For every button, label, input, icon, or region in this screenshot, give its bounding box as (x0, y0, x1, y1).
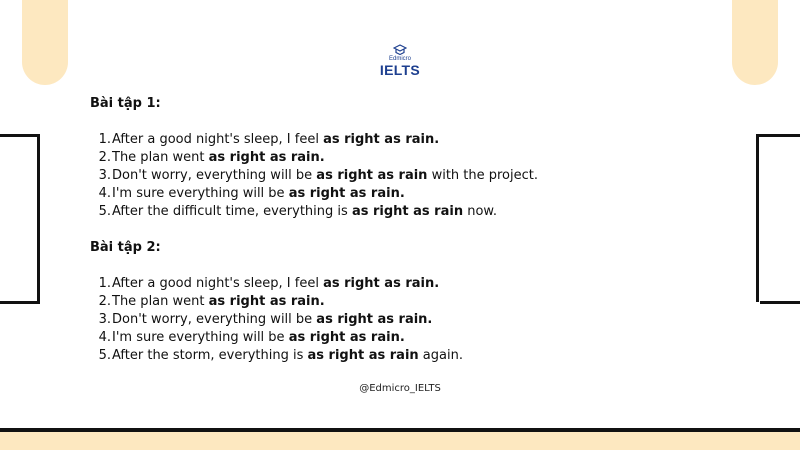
item-number: 2. (98, 150, 111, 165)
sentence-text: Don't worry, everything will be (112, 312, 317, 327)
social-handle: @Edmicro_IELTS (359, 383, 441, 394)
sentence-text: Don't worry, everything will be (112, 168, 317, 183)
sentence-text: The plan went (112, 150, 209, 165)
decorative-bracket-left-foot (0, 301, 40, 304)
exercise-2-item (90, 311, 650, 329)
decorative-tab-right (732, 0, 778, 85)
exercise-2-item (90, 275, 650, 293)
sentence-text: After the storm, everything is (112, 348, 308, 363)
item-number: 1. (98, 276, 111, 291)
sentence-text: I'm sure everything will be (112, 330, 289, 345)
logo-ielts-text: IELTS (379, 62, 421, 78)
sentence-text: After a good night's sleep, I feel (112, 132, 324, 147)
idiom-highlight: as right as rain. (208, 294, 325, 309)
item-number: 4. (98, 330, 111, 345)
exercise-1-item (90, 131, 650, 149)
idiom-highlight: as right as rain. (323, 276, 440, 291)
item-number: 3. (98, 312, 111, 327)
exercise-2-item (90, 347, 650, 365)
exercise-1-item (90, 203, 650, 221)
item-number: 5. (98, 348, 111, 363)
exercise-2-item (90, 329, 650, 347)
sentence-tail: again. (418, 348, 463, 363)
idiom-highlight: as right as rain (351, 204, 464, 219)
idiom-highlight: as right as rain. (323, 132, 440, 147)
footer-band (0, 432, 800, 450)
idiom-highlight: as right as rain. (288, 186, 405, 201)
exercise-2-list (90, 275, 650, 365)
book-logo-icon (393, 44, 407, 56)
item-number: 5. (98, 204, 111, 219)
exercise-1-item (90, 149, 650, 167)
item-number: 4. (98, 186, 111, 201)
idiom-highlight: as right as rain (307, 348, 419, 363)
sentence-text: After the difficult time, everything is (112, 204, 352, 219)
exercise-2-title: Bài tập 2: (90, 240, 161, 255)
idiom-highlight: as right as rain (316, 168, 428, 183)
exercise-2-item (90, 293, 650, 311)
sentence-text: I'm sure everything will be (112, 186, 289, 201)
item-number: 2. (98, 294, 111, 309)
sentence-text: The plan went (112, 294, 209, 309)
item-number: 3. (98, 168, 111, 183)
item-number: 1. (98, 132, 111, 147)
idiom-highlight: as right as rain. (208, 150, 325, 165)
decorative-bracket-left (0, 134, 40, 302)
exercise-1-item (90, 167, 650, 185)
decorative-tab-left (22, 0, 68, 85)
exercise-content (90, 95, 650, 365)
sentence-tail: with the project. (427, 168, 539, 183)
edmicro-ielts-logo (370, 44, 430, 84)
exercise-1-title: Bài tập 1: (90, 96, 161, 111)
sentence-tail: now. (463, 204, 497, 219)
idiom-highlight: as right as rain. (316, 312, 433, 327)
idiom-highlight: as right as rain. (288, 330, 405, 345)
decorative-bracket-right-foot (760, 301, 800, 304)
decorative-bracket-right (756, 134, 800, 302)
logo-brand-name: Edmicro (388, 56, 411, 62)
exercise-1-list (90, 131, 650, 221)
sentence-text: After a good night's sleep, I feel (112, 276, 324, 291)
exercise-1-item (90, 185, 650, 203)
